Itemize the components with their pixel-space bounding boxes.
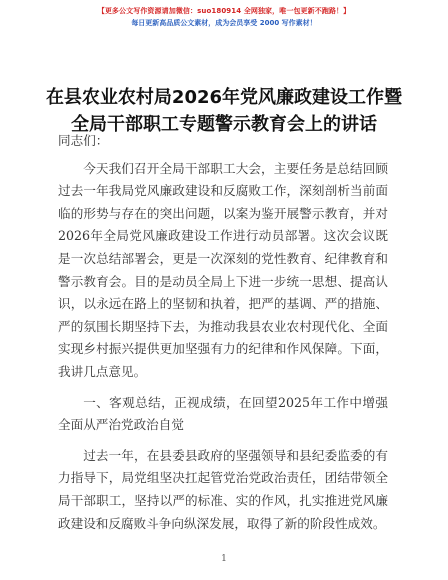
salutation: 同志们： xyxy=(58,133,109,148)
document-body xyxy=(58,130,388,543)
paragraph-opening: 今天我们召开全局干部职工大会，主要任务是总结回顾过去一年我局党风廉政建设和反腐败工作，深刻剖析当前面临的形势与存在的突出问题，以案为鉴开展警示教育，并对2026年全局党风廉政建设工作进行动员部署。这次会议既是一次总结部署会，更是一次深刻的党性教育、纪律教育和警示教育会。目的是动员全局上下进一步统一思想、提高认识，以永远在路上的坚韧和执着，把严的基调、严的措施、严的氛围长期坚持下去，为推动我县农业农村现代化、全面实现乡村振兴提供更加坚强有力的纪律和作风保障。下面，我讲几点意见。 xyxy=(58,160,388,379)
paragraph-review: 过去一年，在县委县政府的坚强领导和县纪委监委的有力指导下，局党组坚决扛起管党治党政治责任，团结带领全局干部职工，坚持以严的标准、实的作风，扎实推进党风廉政建设和反腐败斗争向纵深发展，取得了新的阶段性成效。 xyxy=(58,447,388,531)
promo-banner-line-2: 每日更新高品质公文素材，成为会员享受 2000 写作素材！ xyxy=(131,19,317,27)
section-heading-1: 一、客观总结，正视成绩，在回望2025年工作中增强全面从严治党政治自觉 xyxy=(58,394,388,433)
promo-banner-line-1: 【更多公文写作资源请加微信：suo180914 全网独家，唯一包更新不跑路！】 xyxy=(97,7,351,15)
document-title: 在县农业农村局2026年党风廉政建设工作暨全局干部职工专题警示教育会上的讲话 xyxy=(45,87,403,135)
page-number: 1 xyxy=(221,554,227,564)
